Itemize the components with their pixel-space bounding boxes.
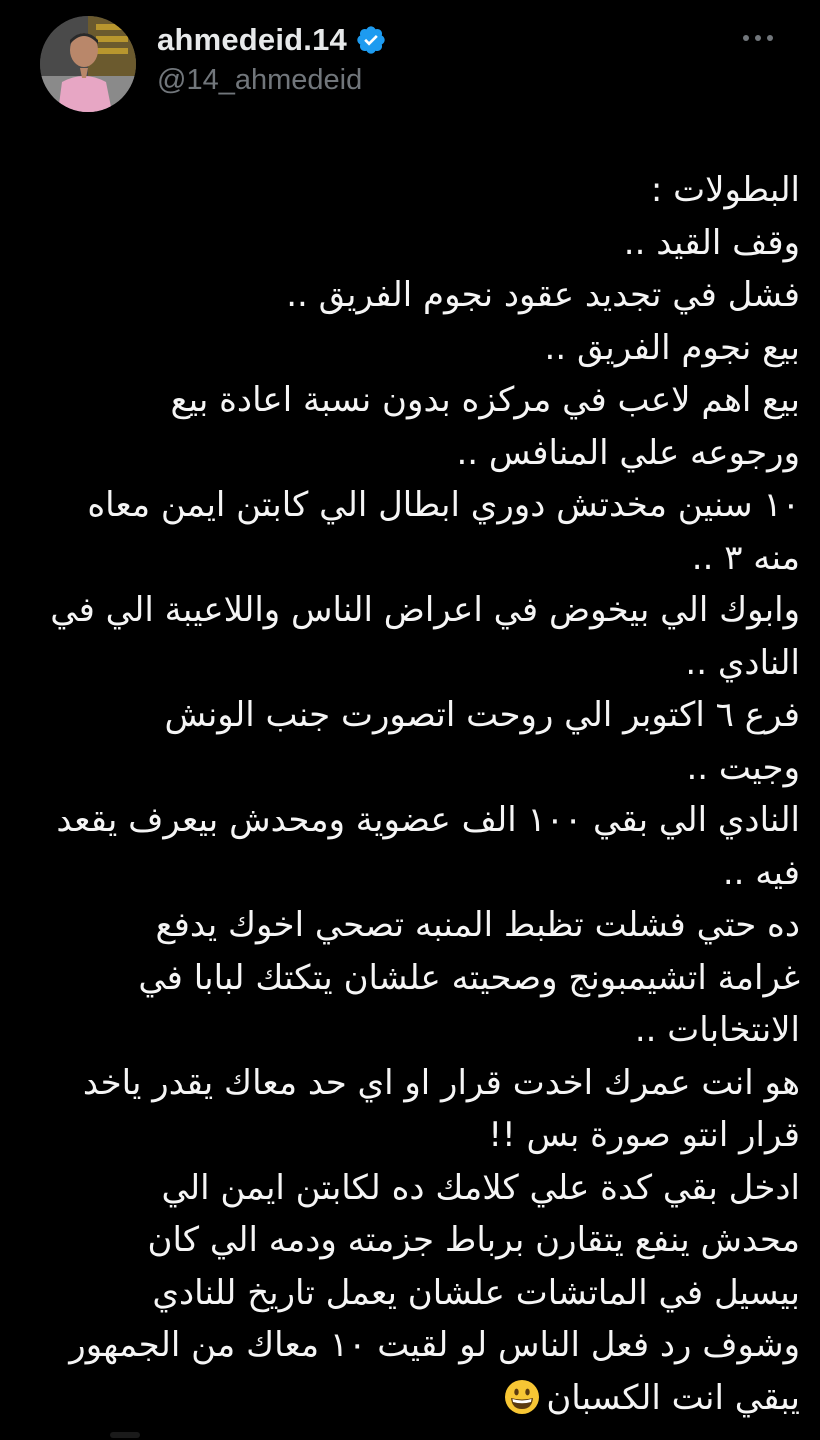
tweet-line: وابوك الي بيخوض في اعراض الناس واللاعيبة الي في bbox=[50, 590, 800, 630]
tweet-line: بيسيل في الماتشات علشان يعمل تاريخ للنادي bbox=[152, 1272, 800, 1313]
tweet-line: النادي الي بقي ١٠٠ الف عضوية ومحدش بيعرف يقعد bbox=[56, 800, 800, 840]
tweet-line: وقف القيد .. bbox=[623, 222, 800, 263]
tweet-line: ١٠ سنين مخدتش دوري ابطال الي كابتن ايمن معاه bbox=[87, 485, 800, 525]
tweet-line: البطولات : bbox=[650, 170, 800, 210]
tweet-line: ادخل بقي كدة علي كلامك ده لكابتن ايمن الي bbox=[161, 1167, 800, 1208]
grinning-face-emoji-icon bbox=[504, 1378, 540, 1414]
tweet-line: هو انت عمرك اخدت قرار او اي حد معاك يقدر ياخد bbox=[82, 1062, 800, 1103]
tweet-last-line bbox=[40, 1372, 800, 1425]
tweet-line: ده حتي فشلت تظبط المنبه تصحي اخوك يدفع bbox=[155, 905, 800, 945]
more-options-icon[interactable] bbox=[738, 30, 778, 46]
verified-badge-icon bbox=[355, 24, 387, 56]
tweet-line: النادي .. bbox=[685, 642, 800, 683]
tweet-line: فشل في تجديد عقود نجوم الفريق .. bbox=[286, 275, 800, 315]
tweet-line: غرامة اتشيمبونج وصحيته علشان يتكتك لبابا في bbox=[138, 957, 800, 998]
tweet-line: ورجوعه علي المنافس .. bbox=[456, 432, 800, 473]
tweet-line: بيع اهم لاعب في مركزه بدون نسبة اعادة بيع bbox=[170, 380, 800, 420]
tweet-header bbox=[40, 16, 790, 112]
user-handle[interactable]: @14_ahmedeid bbox=[157, 64, 363, 96]
tweet-line: الانتخابات .. bbox=[634, 1010, 800, 1050]
profile-photo-icon bbox=[40, 16, 136, 112]
tweet-line: قرار انتو صورة بس !! bbox=[488, 1115, 800, 1155]
tweet-line-text: يبقي انت الكسبان bbox=[546, 1377, 800, 1418]
divider bbox=[110, 1432, 140, 1438]
avatar[interactable] bbox=[40, 16, 136, 112]
display-name-row bbox=[157, 20, 387, 60]
user-names bbox=[157, 20, 387, 97]
tweet-text bbox=[40, 164, 800, 1424]
tweet-line: منه ٣ .. bbox=[691, 537, 800, 578]
tweet-line: بيع نجوم الفريق .. bbox=[544, 327, 800, 368]
display-name[interactable]: ahmedeid.14 bbox=[157, 22, 348, 57]
tweet-line: فرع ٦ اكتوبر الي روحت اتصورت جنب الونش bbox=[164, 695, 800, 735]
tweet-line: وجيت .. bbox=[686, 747, 800, 788]
tweet-line: فيه .. bbox=[722, 852, 800, 893]
tweet-line: وشوف رد فعل الناس لو لقيت ١٠ معاك من الجمهور bbox=[69, 1325, 800, 1365]
tweet-line: محدش ينفع يتقارن برباط جزمته ودمه الي كان bbox=[147, 1220, 800, 1260]
